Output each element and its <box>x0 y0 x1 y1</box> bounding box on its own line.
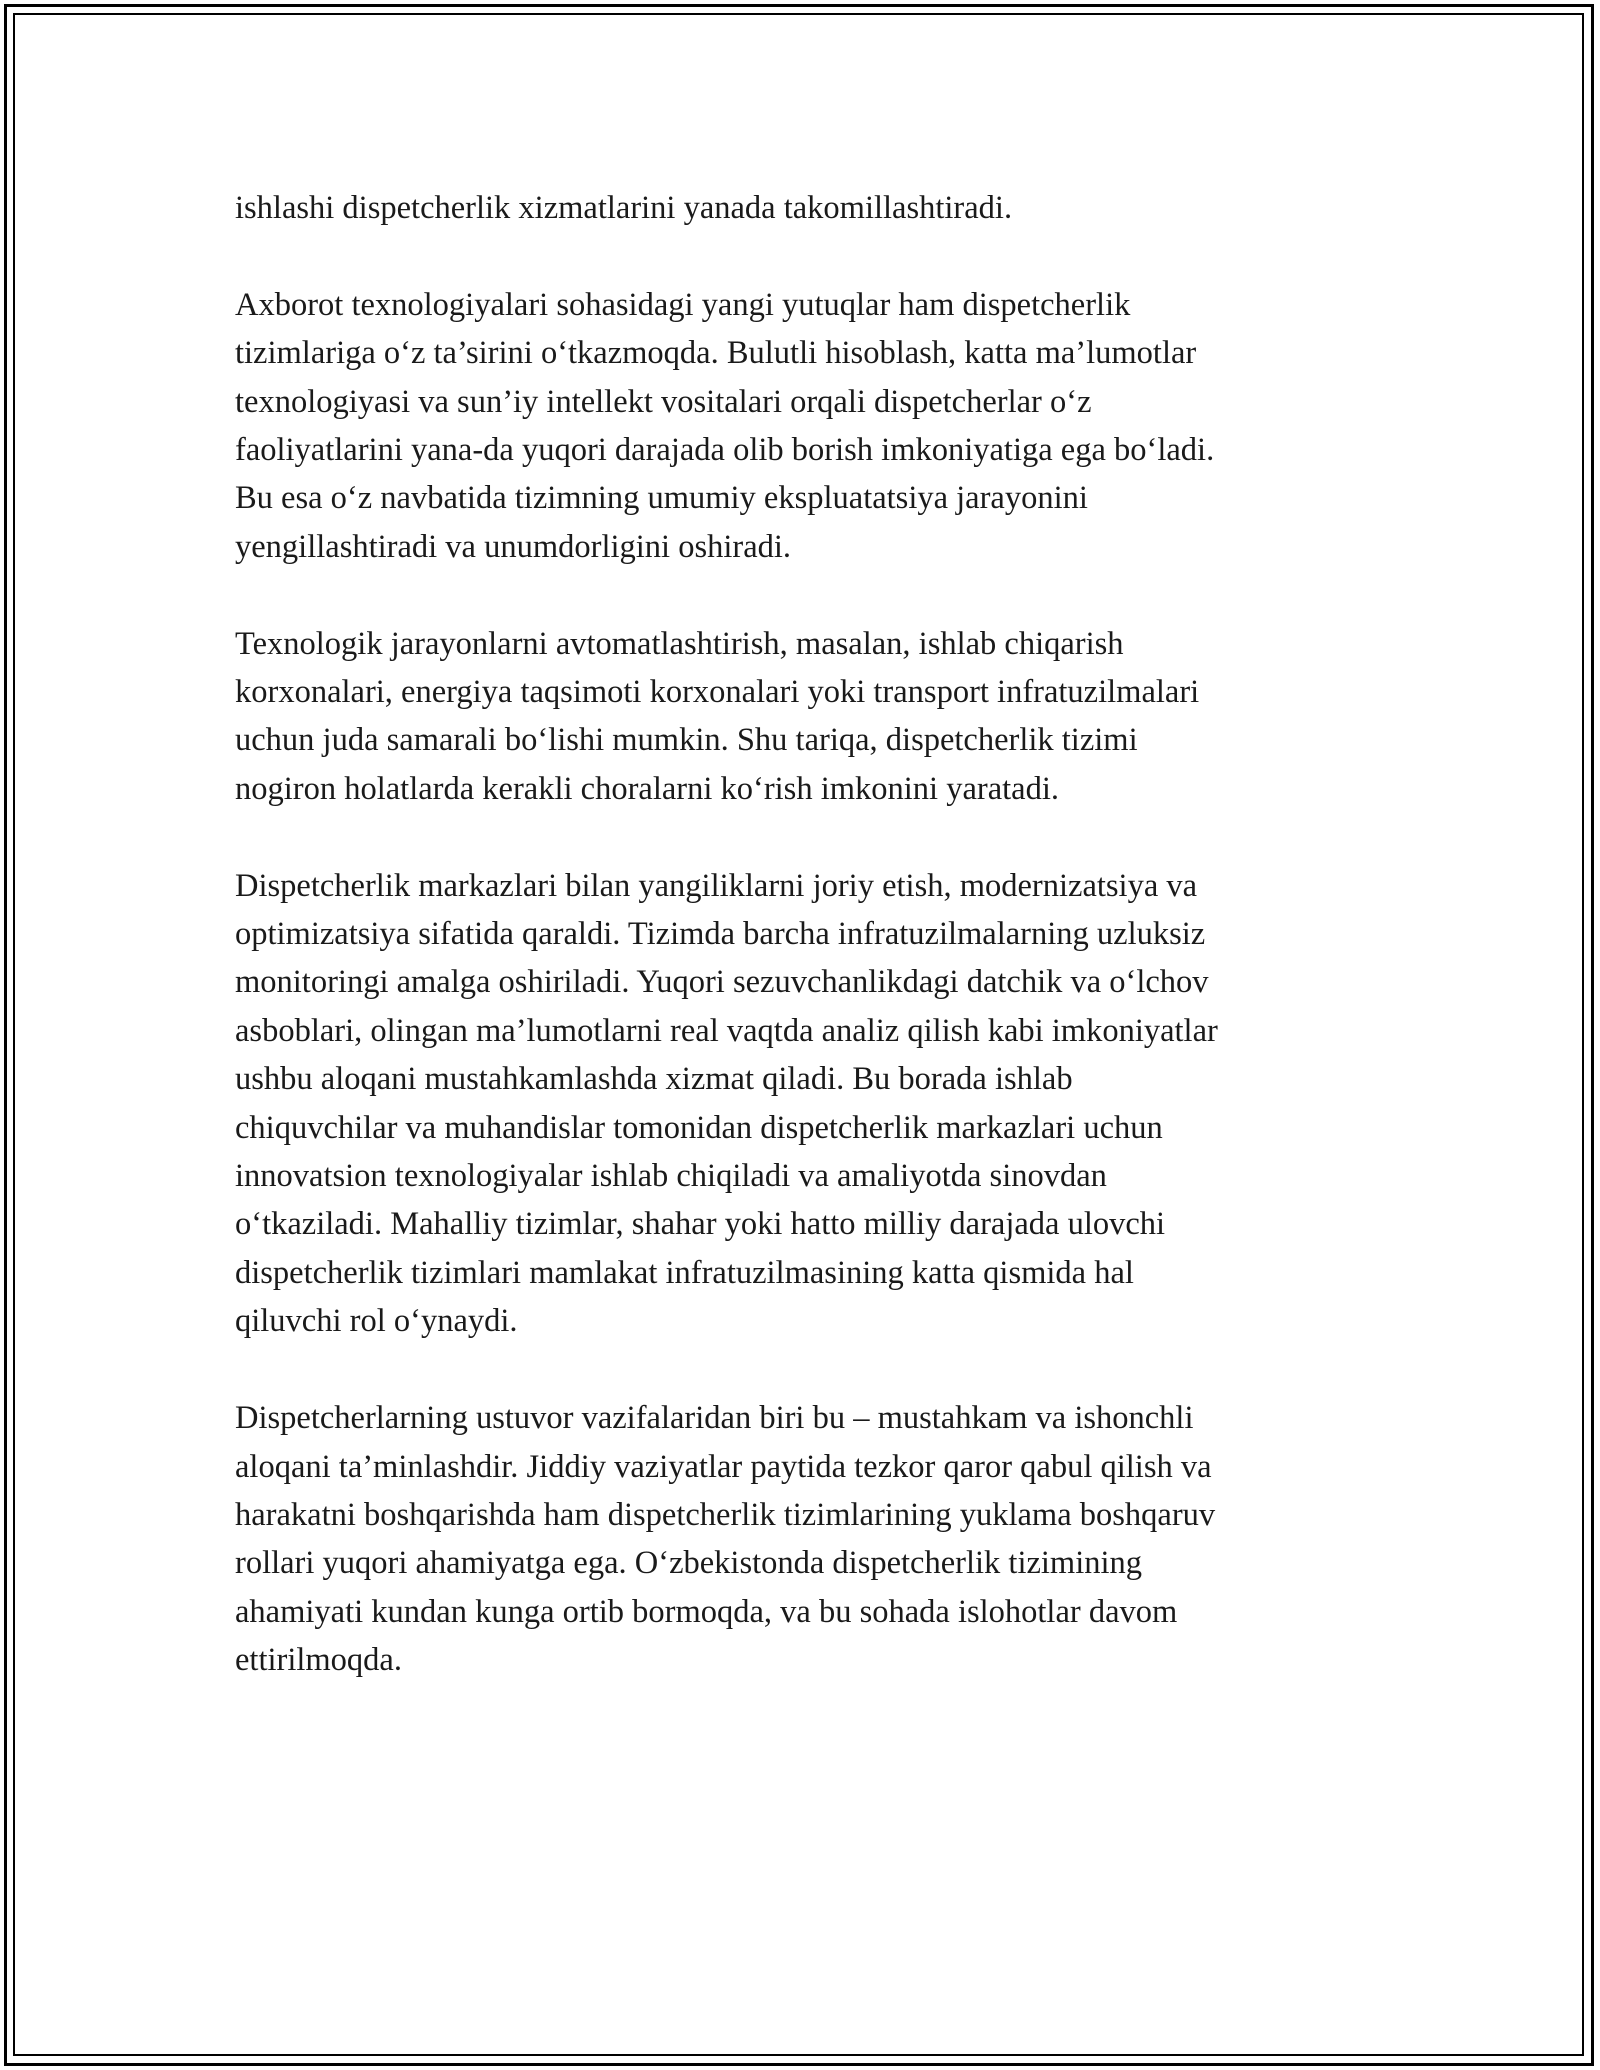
text-line: o‘tkaziladi. Mahalliy tizimlar, shahar yoki hatto milliy darajada ulovchi <box>235 1206 1166 1243</box>
text-line: korxonalari, energiya taqsimoti korxonalari yoki transport infratuzilmalari <box>235 674 1200 711</box>
text-line: ahamiyati kundan kunga ortib bormoqda, va bu sohada islohotlar davom <box>235 1593 1178 1630</box>
text-line: ishlashi dispetcherlik xizmatlarini yanada takomillashtiradi. <box>235 190 1013 226</box>
text-line: texnologiyasi va sun’iy intellekt vositalari orqali dispetcherlar o‘z <box>235 383 1092 420</box>
text-line: Dispetcherlarning ustuvor vazifalaridan biri bu – mustahkam va ishonchli <box>235 1400 1194 1437</box>
text-line: asboblari, olingan ma’lumotlarni real vaqtda analiz qilish kabi imkoniyatlar <box>235 1012 1218 1049</box>
document-body <box>235 184 1365 1733</box>
text-line: innovatsion texnologiyalar ishlab chiqiladi va amaliyotda sinovdan <box>235 1158 1107 1195</box>
paragraph <box>235 862 1365 1346</box>
text-line: chiquvchilar va muhandislar tomonidan dispetcherlik markazlari uchun <box>235 1109 1163 1146</box>
text-line: faoliyatlarini yana-da yuqori darajada olib borish imkoniyatiga ega bo‘ladi. <box>235 432 1215 469</box>
text-line: aloqani ta’minlashdir. Jiddiy vaziyatlar paytida tezkor qaror qabul qilish va <box>235 1448 1212 1485</box>
paragraph <box>235 184 1365 232</box>
text-line: uchun juda samarali bo‘lishi mumkin. Shu tariqa, dispetcherlik tizimi <box>235 722 1138 759</box>
text-line: yengillashtiradi va unumdorligini oshiradi. <box>235 528 792 565</box>
text-line: optimizatsiya sifatida qaraldi. Tizimda barcha infratuzilmalarning uzluksiz <box>235 916 1206 953</box>
text-line: Texnologik jarayonlarni avtomatlashtirish, masalan, ishlab chiqarish <box>235 625 1124 662</box>
text-line: Bu esa o‘z navbatida tizimning umumiy ekspluatatsiya jarayonini <box>235 480 1088 517</box>
text-line: tizimlariga o‘z ta’sirini o‘tkazmoqda. Bulutli hisoblash, katta ma’lumotlar <box>235 335 1197 372</box>
text-line: harakatni boshqarishda ham dispetcherlik tizimlarining yuklama boshqaruv <box>235 1496 1216 1533</box>
text-line: ettirilmoqda. <box>235 1642 402 1679</box>
text-line: qiluvchi rol o‘ynaydi. <box>235 1303 518 1340</box>
text-line: monitoringi amalga oshiriladi. Yuqori sezuvchanlikdagi datchik va o‘lchov <box>235 964 1209 1001</box>
text-line: Dispetcherlik markazlari bilan yangiliklarni joriy etish, modernizatsiya va <box>235 867 1198 904</box>
text-line: Axborot texnologiyalari sohasidagi yangi yutuqlar ham dispetcherlik <box>235 286 1131 323</box>
paragraph <box>235 620 1365 814</box>
text-line: dispetcherlik tizimlari mamlakat infratuzilmasining katta qismida hal <box>235 1254 1134 1291</box>
paragraph <box>235 281 1365 571</box>
text-line: rollari yuqori ahamiyatga ega. O‘zbekistonda dispetcherlik tizimining <box>235 1545 1143 1582</box>
text-line: ushbu aloqani mustahkamlashda xizmat qiladi. Bu borada ishlab <box>235 1061 1073 1098</box>
text-line: nogiron holatlarda kerakli choralarni ko‘rish imkonini yaratadi. <box>235 770 1059 807</box>
paragraph <box>235 1394 1365 1684</box>
